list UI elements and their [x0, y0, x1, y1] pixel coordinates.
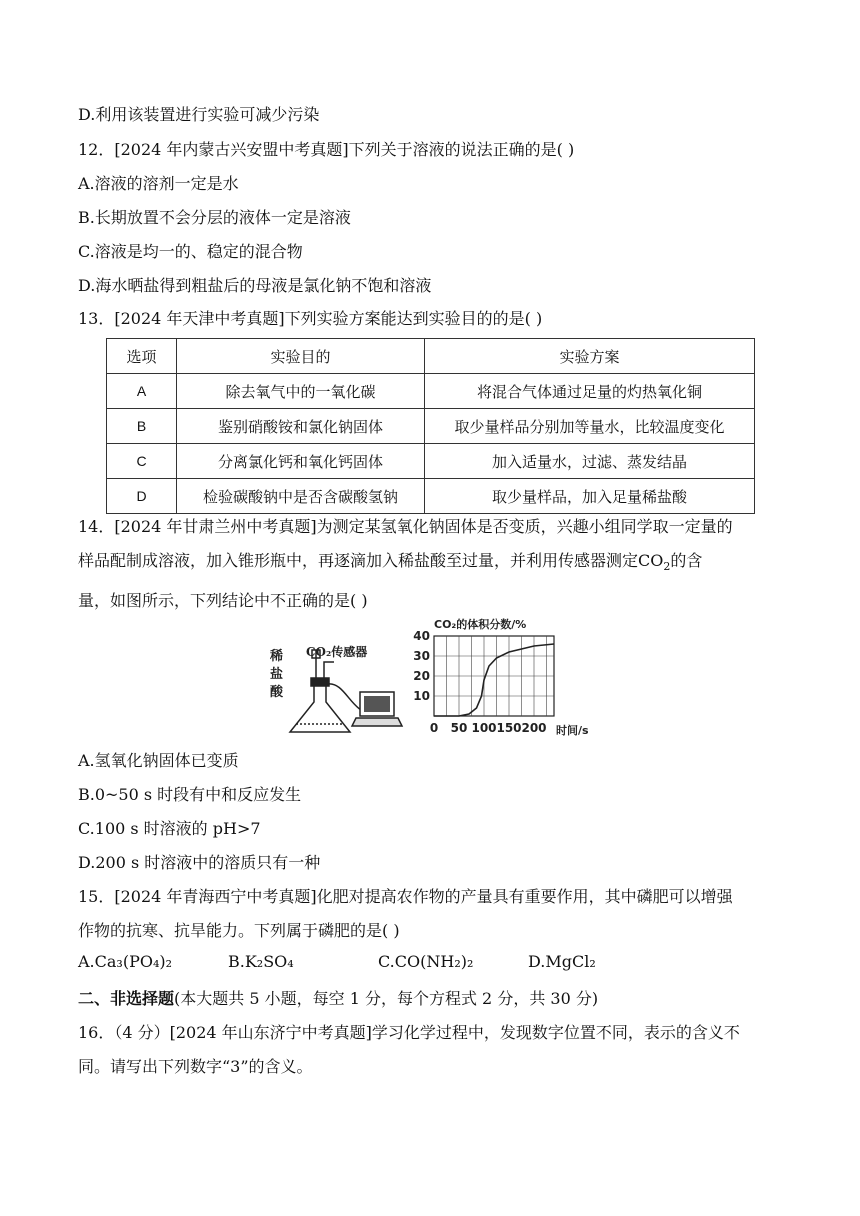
q14-stem-line3: 量，如图所示，下列结论中不正确的是( ): [78, 591, 368, 611]
q12-option-a: A.溶液的溶剂一定是水: [78, 174, 239, 193]
q15-options: [78, 952, 778, 980]
section2-note: (本大题共 5 小题，每空 1 分，每个方程式 2 分，共 30 分): [174, 989, 599, 1008]
q12-stem: 12．[2024 年内蒙古兴安盟中考真题]下列关于溶液的说法正确的是( ): [78, 140, 575, 159]
q14-option-d: D.200 s 时溶液中的溶质只有一种: [78, 853, 321, 872]
table-cell: A: [107, 374, 177, 409]
y-tick-label: 10: [413, 689, 430, 703]
table-cell: C: [107, 444, 177, 479]
sensor-label: CO₂传感器: [306, 645, 368, 659]
table-cell: 取少量样品，加入足量稀盐酸: [425, 479, 755, 514]
laptop-screen-inner: [364, 696, 390, 712]
table-row: [107, 479, 755, 514]
table-cell: 除去氧气中的一氧化碳: [177, 374, 425, 409]
y-tick-label: 30: [413, 649, 430, 663]
q14-figure-svg: [256, 614, 606, 742]
laptop-base: [352, 718, 402, 726]
q15-option-b: B.K₂SO₄: [228, 952, 294, 971]
table-row: [107, 374, 755, 409]
table-cell: 取少量样品分别加等量水，比较温度变化: [425, 409, 755, 444]
q15-option-d: D.MgCl₂: [528, 952, 596, 971]
q14-stem-line2: 样品配制成溶液，加入锥形瓶中，再逐滴加入稀盐酸至过量，并利用传感器测定$CO_2$的含: [78, 551, 703, 574]
co2-curve: [434, 644, 554, 716]
q14-option-c: C.100 s 时溶液的 pH>7: [78, 819, 261, 838]
q12-option-b: B.长期放置不会分层的液体一定是溶液: [78, 208, 351, 227]
table-cell: 加入适量水，过滤、蒸发结晶: [425, 444, 755, 479]
acid-label: 盐: [270, 667, 284, 682]
x-tick-label: 200: [521, 721, 547, 735]
apparatus-diagram: [269, 644, 402, 732]
table-cell: 鉴别硝酸铵和氯化钠固体: [177, 409, 425, 444]
x-tick-label: 50: [450, 721, 468, 735]
table-row: [107, 409, 755, 444]
section2-heading: [78, 988, 598, 1010]
sensor-tube: [324, 662, 334, 678]
stopper: [311, 678, 329, 686]
q15-stem-line1: 15．[2024 年青海西宁中考真题]化肥对提高农作物的产量具有重要作用，其中磷肥可以增强: [78, 887, 733, 906]
x-tick-label: 150: [496, 721, 522, 735]
conical-flask: [290, 684, 350, 732]
table-cell: D: [107, 479, 177, 514]
q14-stem-line1: 14．[2024 年甘肃兰州中考真题]为测定某氢氧化钠固体是否变质，兴趣小组同学取一定量的: [78, 517, 733, 536]
table-header-cell: 实验方案: [425, 339, 755, 374]
y-tick-label: 20: [413, 669, 430, 683]
q14-option-a: A.氢氧化钠固体已变质: [78, 751, 239, 770]
y-tick-label: 40: [413, 629, 430, 643]
chart-ticks: [413, 629, 546, 735]
x-axis-label: 时间/s: [556, 724, 589, 737]
table-cell: 检验碳酸钠中是否含碳酸氢钠: [177, 479, 425, 514]
q15-option-c: C.CO(NH₂)₂: [378, 952, 474, 971]
x-tick-label: 100: [471, 721, 497, 735]
q16-line2: 同。请写出下列数字“3”的含义。: [78, 1057, 313, 1076]
acid-label: 酸: [270, 685, 284, 700]
table-cell: 将混合气体通过足量的灼热氧化铜: [425, 374, 755, 409]
q16-line1: 16．（4 分）[2024 年山东济宁中考真题]学习化学过程中，发现数字位置不同，表示的含义不: [78, 1023, 740, 1042]
table-header-cell: 实验目的: [177, 339, 425, 374]
q15-option-a: A.Ca₃(PO₄)₂: [78, 952, 173, 971]
q13-experiment-table: [106, 338, 755, 514]
q11-option-d: D.利用该装置进行实验可减少污染: [78, 105, 320, 124]
table-cell: B: [107, 409, 177, 444]
q15-stem: [78, 880, 778, 948]
q12-option-d: D.海水晒盐得到粗盐后的母液是氯化钠不饱和溶液: [78, 276, 432, 295]
table-row: [107, 444, 755, 479]
q14-figure: [256, 614, 606, 742]
chart-title: CO₂的体积分数/%: [434, 618, 527, 631]
q12-option-c: C.溶液是均一的、稳定的混合物: [78, 242, 303, 261]
table-cell: 分离氯化钙和氧化钙固体: [177, 444, 425, 479]
q16-stem: [78, 1016, 778, 1084]
acid-label: 稀: [270, 649, 284, 664]
q15-stem-line2: 作物的抗寒、抗旱能力。下列属于磷肥的是( ): [78, 921, 400, 940]
x-tick-label: 0: [429, 721, 439, 735]
table-header-row: [107, 339, 755, 374]
section2-title: 二、非选择题: [78, 989, 175, 1008]
q14-stem: [78, 510, 778, 618]
co2-chart: [413, 617, 589, 737]
chart-grid: [434, 636, 554, 716]
table-header-cell: 选项: [107, 339, 177, 374]
q13-stem: 13．[2024 年天津中考真题]下列实验方案能达到实验目的的是( ): [78, 309, 543, 328]
q14-option-b: B.0~50 s 时段有中和反应发生: [78, 785, 302, 804]
